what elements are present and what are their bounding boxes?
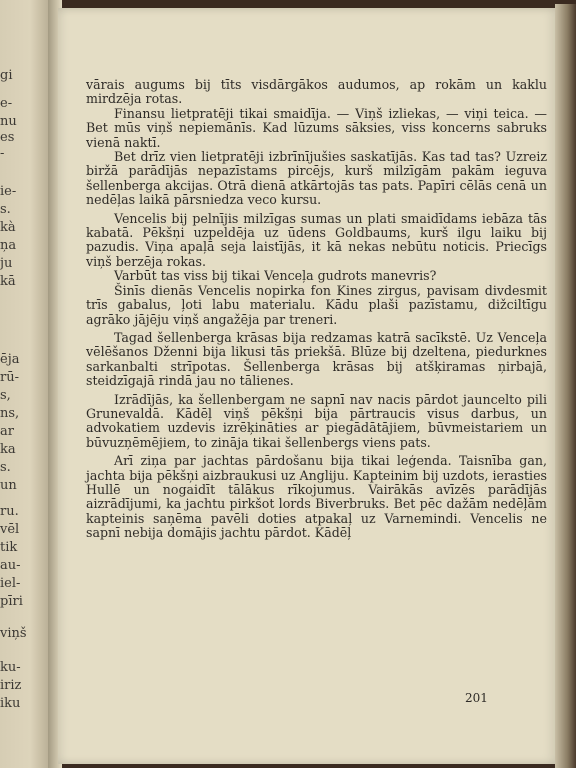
paragraph: Šinīs dienās Vencelis nopirka fon Kines zirgus, pavisam divdesmit trīs gabalus, ļoti labu materialu. Kādu plaši pazīstamu, dižciltīgu agrāko jājēju viņš angažēja par treneri. xyxy=(86,282,547,327)
left-page-fragment: ar xyxy=(0,424,14,439)
left-page-fragment: ka xyxy=(0,442,16,457)
left-page-fragment: au- xyxy=(0,558,21,573)
left-page-fragment: kà xyxy=(0,220,16,235)
left-page-fragment: ju xyxy=(0,256,13,271)
left-page-fragment: - xyxy=(0,146,5,161)
left-page-fragment: s. xyxy=(0,460,11,475)
left-page-fragment: viņš xyxy=(0,626,27,641)
paragraph: Finansu lietpratēji tikai smaidīja. — Viņš izliekas, — viņi teica. — Bet mūs viņš nepiemānīs. Kad lūzums sāksies, viss koncerns sabruks vienā naktī. xyxy=(86,105,547,150)
paragraph: Varbūt tas viss bij tikai Venceļa gudrots manevris? xyxy=(114,268,437,284)
left-page-fragment: s. xyxy=(0,202,11,217)
left-page-fragment: tik xyxy=(0,540,18,555)
paragraph: vārais augums bij tīts visdārgākos audumos, ap rokām un kaklu mirdzēja rotas. xyxy=(86,77,547,107)
left-page-fragment: ru. xyxy=(0,504,19,519)
page-stack-edge xyxy=(555,4,576,768)
left-page-fragment: pīri xyxy=(0,594,23,609)
paragraph: Bet drīz vien lietpratēji izbrīnījušies saskatījās. Kas tad tas? Uzreiz biržā parādījās nepazīstams pircējs, kurš milzīgām pakām ieguva šellenberga akcijas. Otrā dienā atkārtojās tas pats. Papīri cēlās cenā un nedēļas laikā pārsniedza veco kursu. xyxy=(86,149,547,208)
left-page-fragment: un xyxy=(0,478,17,493)
left-page-fragment: iku xyxy=(0,696,21,711)
left-page-fragment: vēl xyxy=(0,522,20,537)
paragraph: Izrādījās, ka šellenbergam ne sapnī nav nacis pārdot jauncelto pili Grunevaldā. Kādēļ viņš pēkšņi bija pārtraucis visus darbus, un advokatiem uzdevis izrēķināties ar piegādātājiem, būvmeistariem un būvuzņēmējiem, to zināja tikai šellenbergs viens pats. xyxy=(86,391,547,450)
left-page-fragment: iel- xyxy=(0,576,21,591)
left-page-fragment: ie- xyxy=(0,184,17,199)
left-page-fragment: e- xyxy=(0,96,13,111)
book-page xyxy=(58,8,558,764)
left-page-fragment: ņa xyxy=(0,238,17,253)
left-page-fragment: ēja xyxy=(0,352,20,367)
left-page-fragment: iriz xyxy=(0,678,22,693)
left-page-edge xyxy=(0,0,50,768)
left-page-fragment: es xyxy=(0,130,15,145)
paragraph: Vencelis bij pelnījis milzīgas sumas un plati smaidīdams iebāza tās kabatā. Pēkšņi uzpeldēja uz ūdens Goldbaums, kurš ilgu laiku bij pazudis. Viņa apaļā seja laistījās, it kā nekas nebūtu noticis. Priecīgs viņš berzēja rokas. xyxy=(86,210,547,269)
left-page-fragment: gi xyxy=(0,68,13,83)
left-page-fragment: s, xyxy=(0,388,11,403)
left-page-fragment: ns, xyxy=(0,406,20,421)
left-page-fragment: rū- xyxy=(0,370,19,385)
paragraph: Arī ziņa par jachtas pārdošanu bija tikai leģenda. Taisnība gan, jachta bija pēkšņi aizbraukusi uz Angliju. Kapteinim bij uzdots, ierasties Hullē un nogaidīt tālākus rīkojumus. Vairākās avīzēs parādījās aizrādījumi, ka jachtu pirkšot lords Biverbruks. Bet pēc dažām nedēļām kapteinis saņēma pavēli doties atpakaļ uz Varnemindi. Vencelis ne sapnī nebija domājis jachtu pārdot. Kādēļ xyxy=(86,453,547,541)
page-number: 201 xyxy=(465,691,488,705)
left-page-fragment: ku- xyxy=(0,660,21,675)
left-page-fragment: kā xyxy=(0,274,16,289)
page-body-text xyxy=(86,78,547,541)
paragraph: Tagad šellenberga krāsas bija redzamas katrā sacīkstē. Uz Venceļa vēlēšanos Dženni bija likusi tās priekšā. Blūze bij dzeltena, piedurknes sarkanbalti strīpotas. Šellenberga krāsas bij atšķiramas ņirbajā, steidzīgajā rindā jau no tālienes. xyxy=(86,329,547,389)
left-page-fragment: nu xyxy=(0,114,17,129)
